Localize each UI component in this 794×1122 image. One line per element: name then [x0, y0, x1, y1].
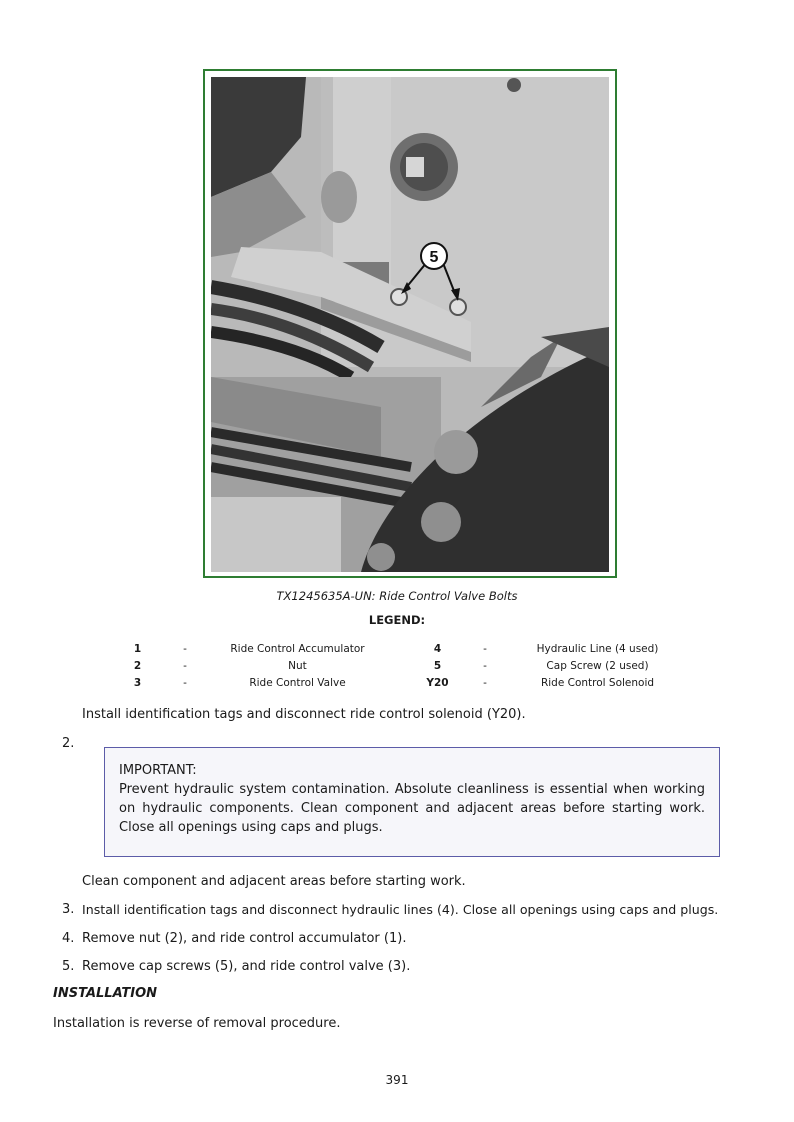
legend-row: [100, 640, 700, 657]
legend-number: 5: [433, 659, 442, 672]
legend-dash: -: [183, 642, 187, 655]
legend-description: Nut: [288, 659, 307, 672]
legend-number: 1: [133, 642, 142, 655]
step-5-number: 5.: [62, 959, 75, 974]
installation-heading: INSTALLATION: [53, 986, 158, 1001]
legend-dash: -: [483, 659, 487, 672]
important-title: IMPORTANT:: [119, 763, 197, 778]
legend-description: Ride Control Valve: [249, 676, 346, 689]
step-2-text: Clean component and adjacent areas before starting work.: [82, 874, 466, 889]
legend-description: Cap Screw (2 used): [546, 659, 649, 672]
ride-control-valve-photo: [211, 77, 609, 572]
legend-description: Hydraulic Line (4 used): [536, 642, 659, 655]
legend-dash: -: [483, 676, 487, 689]
important-notice: [104, 747, 720, 857]
step-4-text: Remove nut (2), and ride control accumulator (1).: [82, 931, 407, 946]
step-4-number: 4.: [62, 931, 75, 946]
installation-text: Installation is reverse of removal procedure.: [53, 1016, 341, 1031]
figure-frame: [203, 69, 617, 578]
legend-title: LEGEND:: [368, 613, 426, 627]
legend-dash: -: [183, 659, 187, 672]
legend-number: Y20: [426, 676, 449, 689]
step-3-number: 3.: [62, 902, 75, 917]
legend-row: [100, 657, 700, 674]
step-5-text: Remove cap screws (5), and ride control valve (3).: [82, 959, 411, 974]
callout-5-label: 5: [429, 249, 439, 266]
legend-row: [100, 674, 700, 691]
legend-description: Ride Control Solenoid: [540, 676, 655, 689]
legend-dash: -: [183, 676, 187, 689]
step-3-text: Install identification tags and disconnect hydraulic lines (4). Close all openings using caps and plugs.: [82, 902, 719, 917]
figure-caption: TX1245635A-UN: Ride Control Valve Bolts: [276, 589, 518, 603]
step-1-text: Install identification tags and disconnect ride control solenoid (Y20).: [82, 707, 526, 722]
legend-table: [100, 640, 700, 691]
important-body: Prevent hydraulic system contamination. Absolute cleanliness is essential when working on hydraulic components. Clean component and adjacent areas before starting work. Close all openings using caps and plugs.: [119, 782, 705, 835]
legend-number: 2: [133, 659, 142, 672]
page-number: 391: [385, 1073, 409, 1087]
step-2-number: 2.: [62, 736, 75, 751]
legend-number: 3: [133, 676, 142, 689]
legend-description: Ride Control Accumulator: [230, 642, 365, 655]
legend-dash: -: [483, 642, 487, 655]
legend-number: 4: [433, 642, 442, 655]
